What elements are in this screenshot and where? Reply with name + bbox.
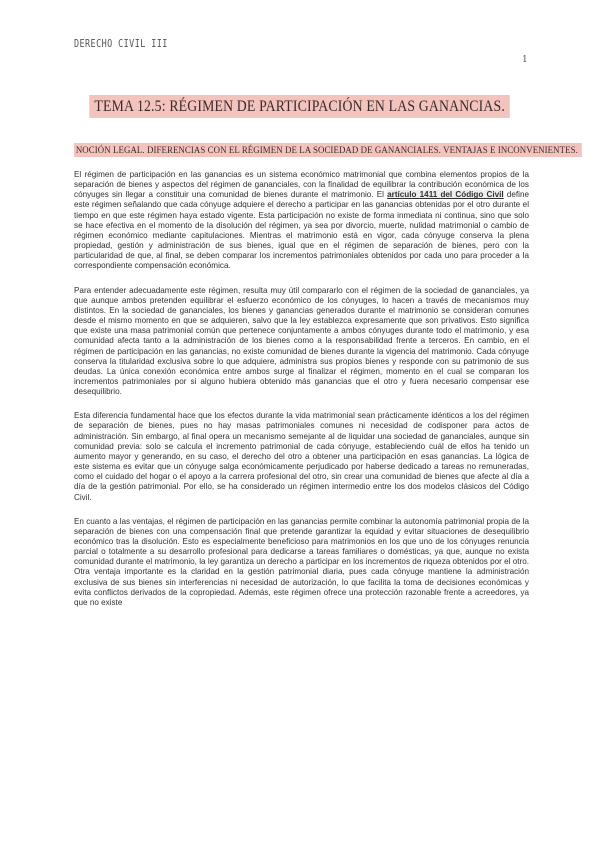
paragraph-1-before: El régimen de participación en las ganancias es un sistema económico matrimonial que combina elementos propios de la separación de bienes y aspectos del régimen de gananciales, con la finalidad de equilibrar la contribución económica de los cónyuges sin llegar a constituir una comunidad de bienes durante el matrimonio. El (74, 170, 529, 200)
paragraph-1 (74, 170, 529, 272)
section-heading: NOCIÓN LEGAL. DIFERENCIAS CON EL RÉGIMEN DE LA SOCIEDAD DE GANANCIALES. VENTAJAS E INCONVENIENTES. (74, 143, 582, 157)
document-body (74, 170, 529, 622)
paragraph-1-after: define este régimen señalando que cada cónyuge adquiere el derecho a participar en las ganancias obtenidas por el otro durante el tiempo en que este régimen haya estado vigente. Esta participación no existe de forma inmediata ni continua, sino que solo se hace efectiva en el momento de la disolución del régimen, ya sea por divorcio, muerte, nulidad matrimonial o cambio de régimen económico mediante capitulaciones. Mientras el matrimonio está en vigor, cada cónyuge conserva la plena propiedad, gestión y administración de sus bienes, igual que en el régimen de separación de bienes, pero con la particularidad de que, al final, se deben comparar los incrementos patrimoniales obtenidos por cada uno para proceder a la correspondiente compensación económica. (74, 190, 529, 271)
article-reference-link[interactable]: artículo 1411 del Código Civil (387, 190, 504, 200)
page-number: 1 (522, 55, 528, 65)
paragraph-3: Esta diferencia fundamental hace que los efectos durante la vida matrimonial sean prácticamente idénticos a los del régimen de separación de bienes, pues no hay masas patrimoniales comunes ni necesidad de codisponer para actos de administración. Sin embargo, al final opera un mecanismo semejante al de liquidar una sociedad de gananciales, aunque sin comunidad previa: solo se calcula el incremento patrimonial de cada cónyuge, estableciendo cuál de ellos ha tenido un aumento mayor y generando, en su caso, el derecho del otro a obtener una participación en esas ganancias. La lógica de este sistema es evitar que un cónyuge salga económicamente perjudicado por haberse dedicado a tareas no remuneradas, como el cuidado del hogar o el apoyo a la carrera profesional del otro, sin crear una comunidad de bienes que afecte al día a día de la gestión patrimonial. Por ello, se ha considerado un régimen intermedio entre los dos modelos clásicos del Código Civil. (74, 411, 529, 502)
document-title: TEMA 12.5: RÉGIMEN DE PARTICIPACIÓN EN LAS GANANCIAS. (90, 95, 511, 118)
paragraph-4: En cuanto a las ventajas, el régimen de participación en las ganancias permite combinar la autonomía patrimonial propia de la separación de bienes con una compensación final que pretende garantizar la equidad y evitar situaciones de desequilibrio económico tras la disolución. Esto es especialmente beneficioso para matrimonios en los que uno de los cónyuges renuncia parcial o totalmente a su desarrollo profesional para dedicarse a tareas familiares o domésticas, ya que, aunque no exista comunidad durante el matrimonio, la ley garantiza un derecho a participar en los incrementos de riqueza obtenidos por el otro. Otra ventaja importante es la claridad en la gestión patrimonial diaria, pues cada cónyuge mantiene la administración exclusiva de sus bienes sin interferencias ni necesidad de autorización, lo que facilita la toma de decisiones económicas y evita conflictos derivados de la copropiedad. Además, este régimen ofrece una protección razonable frente a acreedores, ya que no existe (74, 516, 529, 607)
title-container (0, 95, 600, 118)
paragraph-2: Para entender adecuadamente este régimen, resulta muy útil compararlo con el régimen de la sociedad de gananciales, ya que aunque ambos pretenden equilibrar el esfuerzo económico de los cónyuges, lo hacen a través de mecanismos muy distintos. En la sociedad de gananciales, los bienes y ganancias generados durante el matrimonio se consideran comunes desde el mismo momento en que se adquieren, salvo que la ley establezca expresamente que son privativos. Esto significa que existe una masa patrimonial común que pertenece conjuntamente a ambos cónyuges durante todo el matrimonio, y esa comunidad afecta tanto a la administración de los bienes como a la responsabilidad frente a terceros. En cambio, en el régimen de participación en las ganancias, no existe comunidad de bienes durante la vigencia del matrimonio. Cada cónyuge conserva la titularidad exclusiva sobre lo que adquiere, administra sus propios bienes y responde con su patrimonio de sus deudas. La única conexión económica entre ambos surge al finalizar el régimen, momento en el cual se comparan los incrementos patrimoniales por si alguno hubiera obtenido más ganancias que el otro y fuera necesario compensar ese desequilibrio. (74, 285, 529, 397)
section-container (74, 140, 578, 158)
course-header: DERECHO CIVIL III (74, 38, 168, 51)
